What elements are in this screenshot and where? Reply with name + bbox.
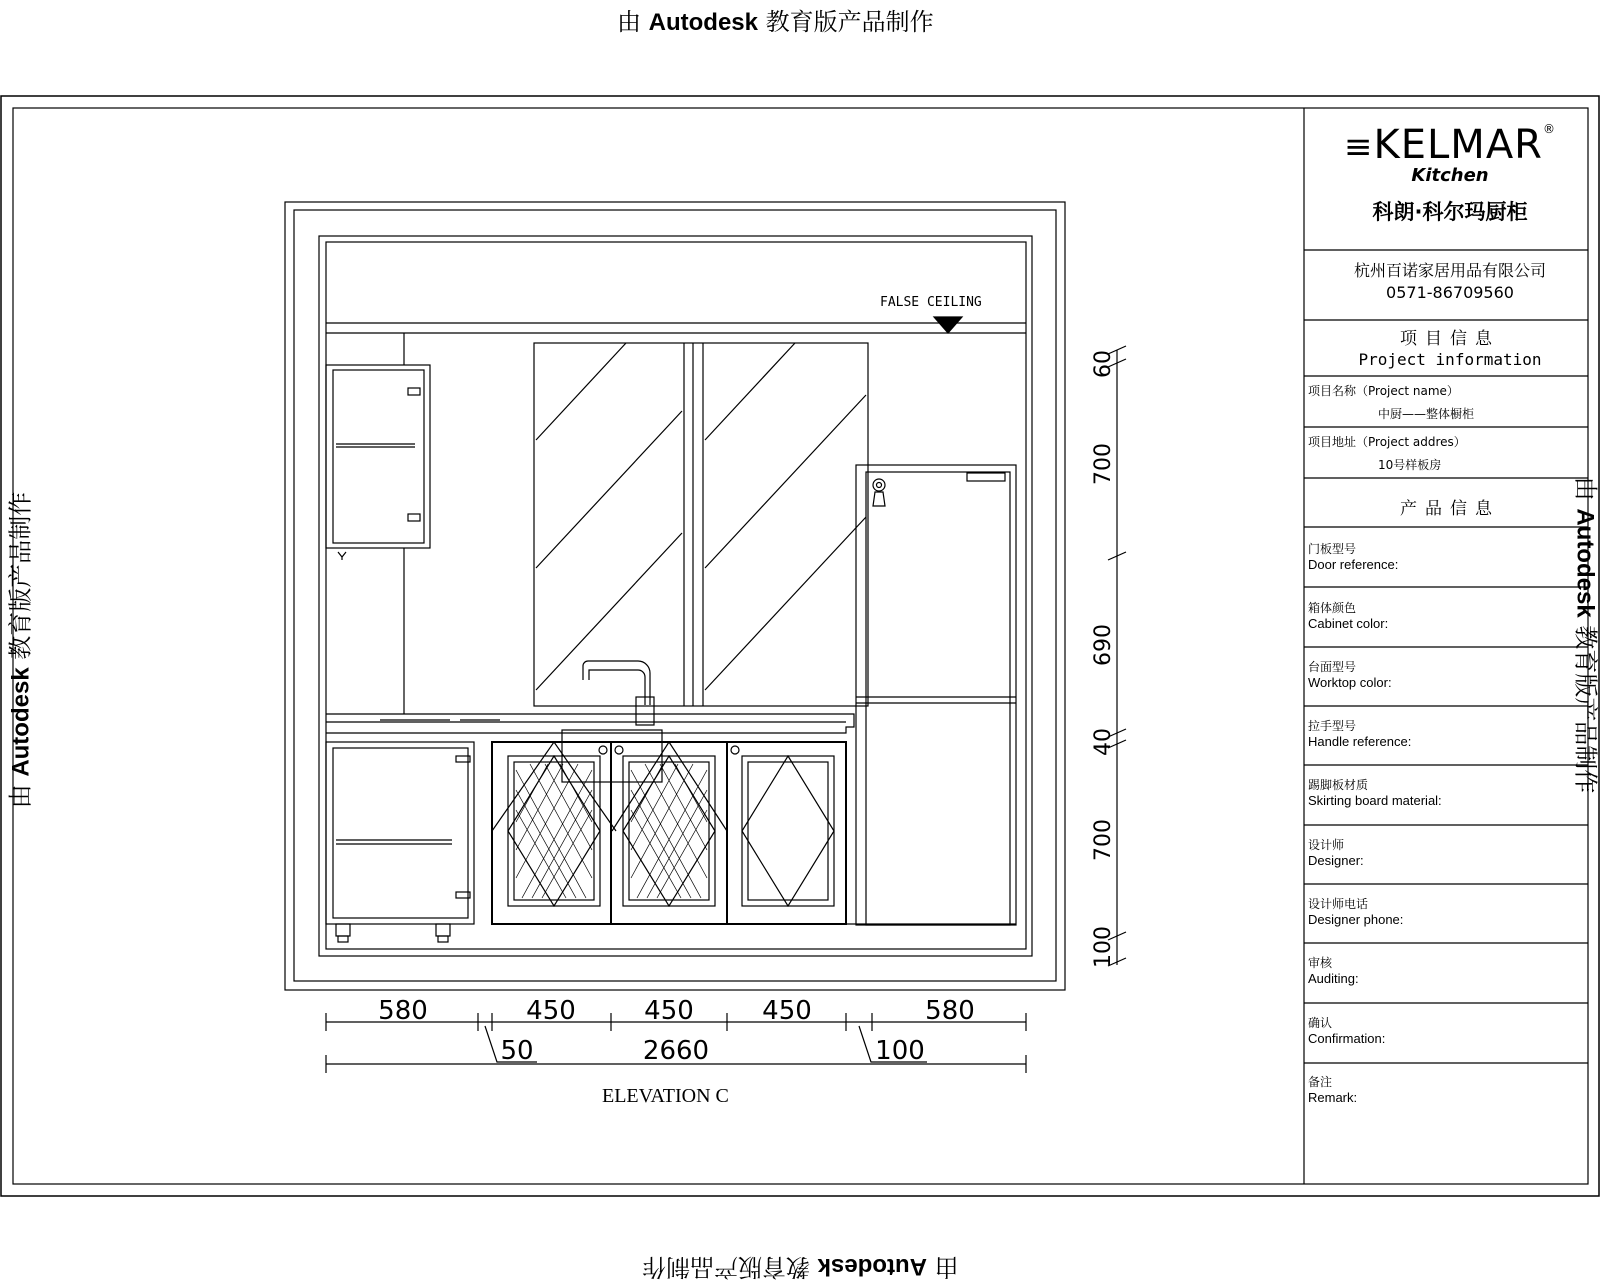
view-title: ELEVATION C — [602, 1085, 729, 1107]
dim-580-left: 580 — [378, 996, 428, 1026]
dim-v-40: 40 — [1091, 728, 1116, 756]
watermark-bottom: 由 Autodesk 教育版产品制作 — [642, 1252, 959, 1287]
field-worktop-color: 台面型号 Worktop color: — [1308, 659, 1392, 691]
dim-450-2: 450 — [644, 996, 694, 1026]
field-designer: 设计师 Designer: — [1308, 837, 1364, 869]
dim-gap-50: 50 — [500, 1036, 533, 1066]
refrigerator — [856, 465, 1016, 925]
dim-v-690: 690 — [1091, 624, 1116, 666]
project-address-label: 项目地址（Project addres） — [1308, 433, 1466, 450]
product-info-heading: 产品信息 — [1305, 494, 1595, 519]
window — [534, 343, 868, 706]
field-door-reference: 门板型号 Door reference: — [1308, 541, 1398, 573]
wall-cabinet — [326, 333, 430, 714]
brand-mark-icon: ≡ — [1344, 127, 1374, 167]
field-skirting-board: 踢脚板材质 Skirting board material: — [1308, 777, 1442, 809]
watermark-right: 由 Autodesk 教育版产品制作 — [1571, 477, 1600, 794]
dim-v-100: 100 — [1091, 926, 1116, 968]
project-name-value: 中厨——整体橱柜 — [1378, 405, 1474, 422]
dim-v-700-top: 700 — [1091, 443, 1116, 485]
dim-gap-100: 100 — [875, 1036, 925, 1066]
vertical-dimension-texts — [1091, 350, 1116, 968]
field-remark: 备注 Remark: — [1308, 1074, 1357, 1106]
wall-outline — [319, 236, 1032, 956]
faucet — [583, 661, 654, 725]
title-block-rules — [1304, 250, 1588, 1063]
watermark-left: 由 Autodesk 教育版产品制作 — [1, 492, 36, 809]
dim-450-3: 450 — [762, 996, 812, 1026]
project-info-heading-en: Project information — [1305, 350, 1595, 369]
field-confirmation: 确认 Confirmation: — [1308, 1015, 1385, 1047]
project-name-label: 项目名称（Project name） — [1308, 382, 1459, 399]
dim-v-60: 60 — [1091, 350, 1116, 378]
dim-v-700-bottom: 700 — [1091, 819, 1116, 861]
dim-450-1: 450 — [526, 996, 576, 1026]
company-phone: 0571-86709560 — [1305, 283, 1595, 302]
left-base-cabinet — [326, 742, 474, 942]
field-cabinet-color: 箱体颜色 Cabinet color: — [1308, 600, 1388, 632]
field-handle-reference: 拉手型号 Handle reference: — [1308, 718, 1411, 750]
brand-logo: ≡KELMAR® — [1305, 122, 1595, 168]
wall-inner-outline — [326, 242, 1026, 949]
project-address-value: 10号样板房 — [1378, 456, 1441, 473]
dim-580-right: 580 — [925, 996, 975, 1026]
horizontal-dimension-texts — [378, 996, 975, 1066]
company-name: 杭州百诺家居用品有限公司 — [1305, 258, 1595, 281]
brand-chinese-name: 科朗·科尔玛厨柜 — [1305, 196, 1595, 226]
watermark-top: 由 Autodesk 教育版产品制作 — [617, 2, 934, 37]
field-designer-phone: 设计师电话 Designer phone: — [1308, 896, 1403, 928]
dim-overall-2660: 2660 — [643, 1036, 709, 1066]
field-auditing: 审核 Auditing: — [1308, 955, 1359, 987]
false-ceiling-marker — [934, 317, 962, 333]
project-info-heading-cn: 项目信息 — [1305, 324, 1595, 349]
false-ceiling-label: FALSE CEILING — [880, 295, 982, 310]
brand-subtitle: Kitchen — [1305, 165, 1595, 186]
